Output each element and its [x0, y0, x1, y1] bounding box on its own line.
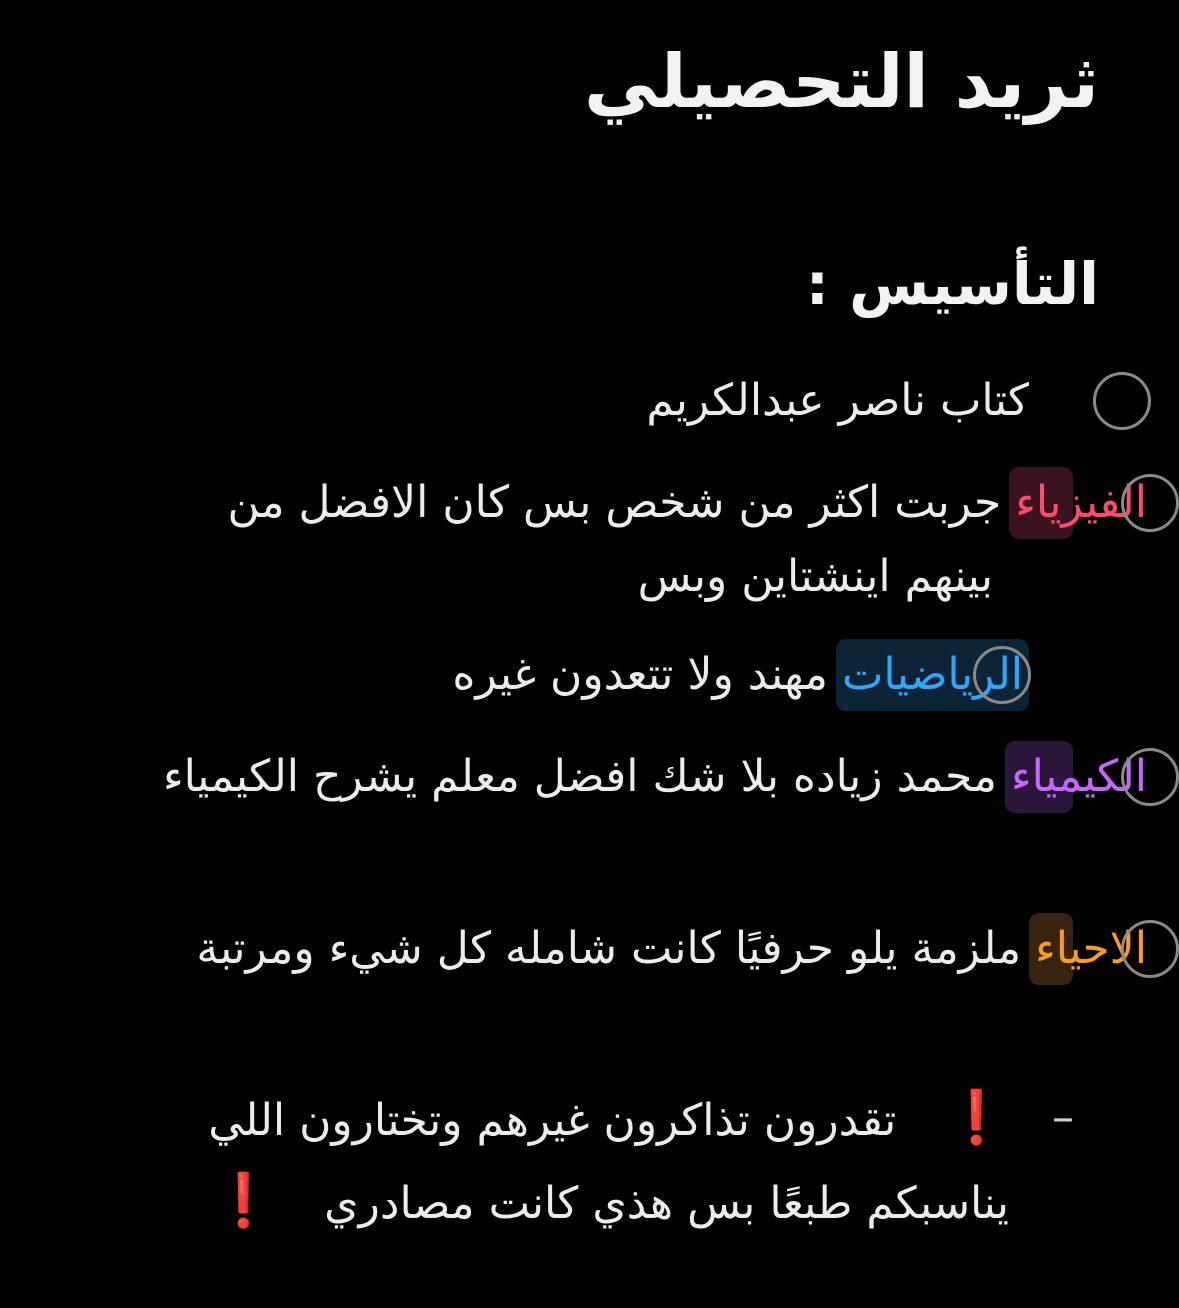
- list-item: [239, 638, 1023, 712]
- item-text-block: [239, 638, 1029, 712]
- biology-tag: الاحياء: [1029, 913, 1073, 985]
- list-item: [163, 466, 1147, 614]
- exclamation-icon: ❗: [944, 1088, 1009, 1148]
- list-item: [369, 364, 1029, 438]
- note: [119, 1078, 1074, 1244]
- checkbox-circle[interactable]: [1121, 748, 1179, 806]
- chemistry-tag: الكيمياء: [1005, 741, 1073, 813]
- list-item: [103, 740, 1147, 814]
- item-text-block: [163, 466, 1147, 614]
- math-tag: الرياضيات: [836, 639, 1029, 711]
- item-text: محمد زياده بلا شك افضل معلم يشرح الكيمياء: [162, 751, 997, 802]
- item-text-block: [143, 912, 1147, 986]
- list-dash: –: [1052, 1092, 1074, 1143]
- checkbox-circle[interactable]: [1121, 474, 1179, 532]
- item-text: جربت اكثر من شخص بس كان الافضل من بينهم اينشتاين وبس: [227, 477, 1002, 602]
- checkbox-circle[interactable]: [1093, 372, 1151, 430]
- item-text: كتاب ناصر عبدالكريم: [646, 375, 1029, 426]
- list-item: [143, 912, 1147, 986]
- section-heading: التأسيس :: [805, 250, 1099, 318]
- physics-tag: الفيزياء: [1009, 467, 1073, 539]
- exclamation-icon-end: ❗: [211, 1171, 277, 1231]
- note-text-block: [189, 1078, 1009, 1244]
- checkbox-circle[interactable]: [973, 646, 1031, 704]
- page-title: ثريد التحصيلي: [583, 39, 1099, 125]
- item-text: مهند ولا تتعدون غيره: [452, 649, 828, 700]
- note-text: تقدرون تذاكرون غيرهم وتختارون اللي يناسبكم طبعًا بس هذي كانت مصادري: [208, 1095, 1009, 1229]
- item-text-block: [103, 740, 1147, 814]
- item-text: ملزمة يلو حرفيًا كانت شامله كل شيء ومرتبة: [196, 923, 1022, 974]
- checkbox-circle[interactable]: [1121, 920, 1179, 978]
